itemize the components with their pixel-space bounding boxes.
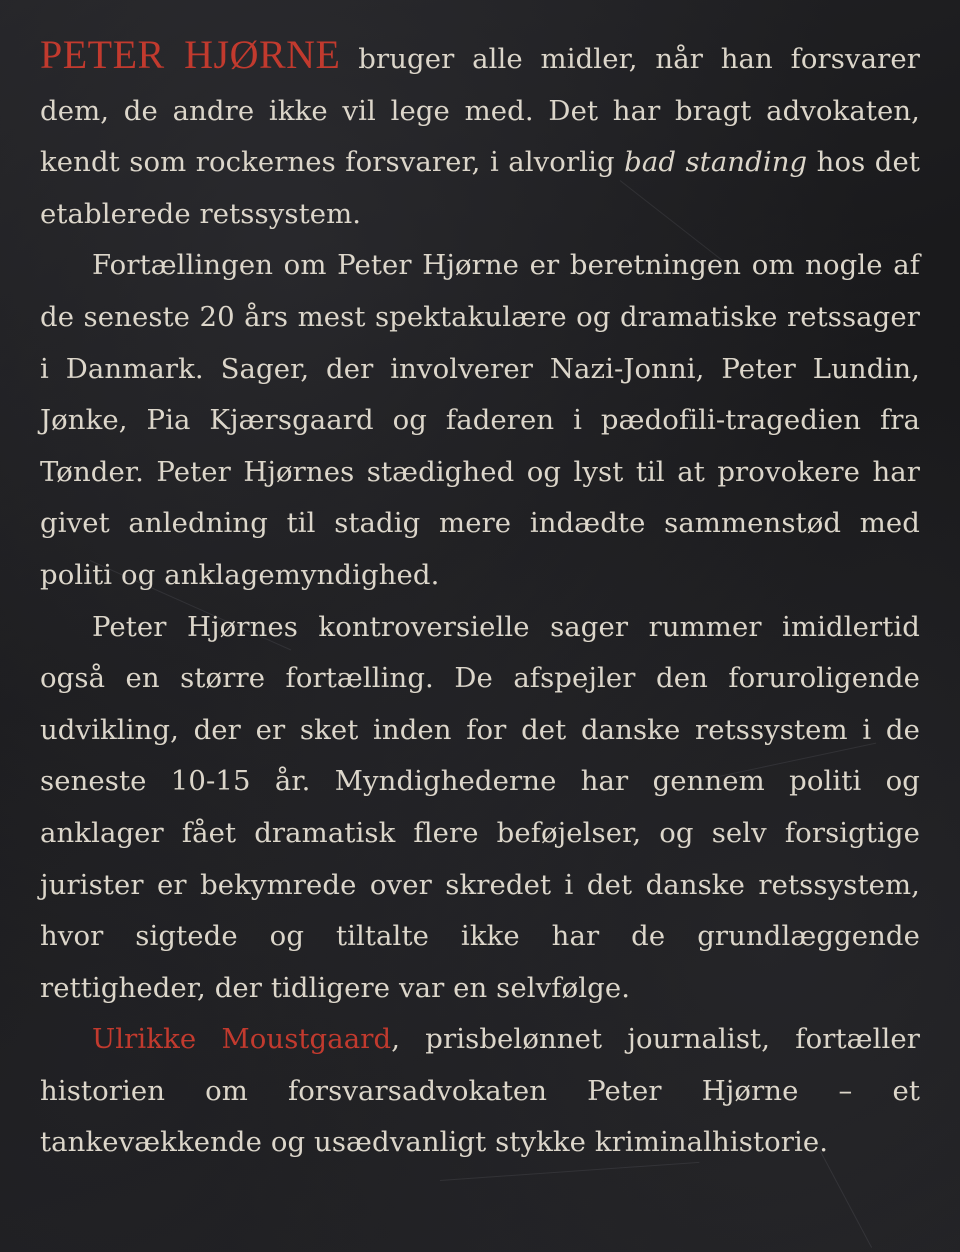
paragraph-cases: Fortællingen om Peter Hjørne er beretningen om nogle af de seneste 20 års mest spektakulære og dramatiske retssager i Danmark. Sager, der involverer Nazi-Jonni, Peter Lundin, Jønke, Pia Kjærsgaard og faderen i pædofili-tragedien fra Tønder. Peter Hjørnes stædighed og lyst til at provokere har givet anledning til stadig mere indædte sammenstød med politi og anklagemyndighed. xyxy=(40,249,920,591)
intro-text-start: bruger alle midler, når han forsvarer dem, de andre ikke vil lege med. Det har bragt advokaten, kendt som rockernes forsvarer, i alvorlig xyxy=(40,43,920,179)
paragraph-intro xyxy=(40,34,920,240)
intro-italic-phrase: bad standing xyxy=(624,146,808,179)
blurb-text xyxy=(40,34,920,1169)
intro-text-end: hos det etablerede retssystem. xyxy=(40,146,921,230)
title-name: PETER HJØRNE xyxy=(40,32,341,77)
paragraph-author xyxy=(40,1014,920,1169)
paragraph-legal-system: Peter Hjørnes kontroversielle sager rummer imidlertid også en større fortælling. De afspejler den foruroligende udvikling, der er sket inden for det danske retssystem i de seneste 10-15 år. Myndighederne har gennem politi og anklager fået dramatisk flere beføjelser, og selv forsigtige jurister er bekymrede over skredet i det danske retssystem, hvor sigtede og tiltalte ikke har de grundlæggende rettigheder, der tidligere var en selvfølge. xyxy=(40,610,920,1004)
author-text: , prisbelønnet journalist, fortæller historien om forsvarsadvokaten Peter Hjørne – et tankevækkende og usædvanligt stykke kriminalhistorie. xyxy=(40,1023,920,1159)
author-name: Ulrikke Moustgaard xyxy=(92,1023,392,1056)
